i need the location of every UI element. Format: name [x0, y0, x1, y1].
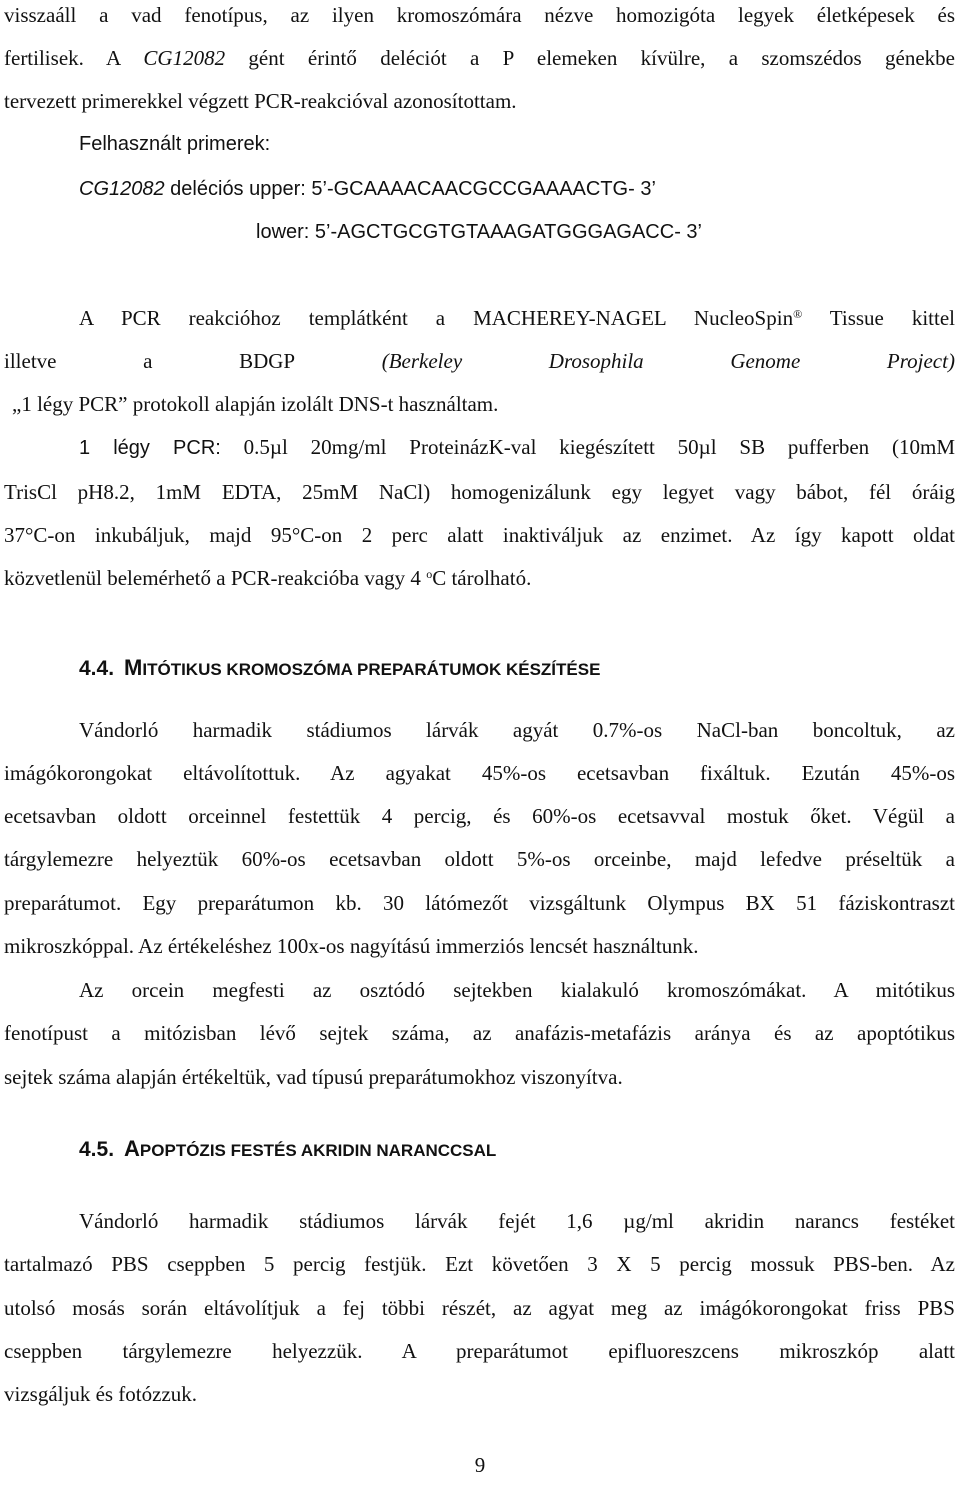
word: Drosophila: [548, 349, 644, 373]
word: BDGP: [239, 349, 296, 373]
word: Project): [886, 349, 955, 373]
text-line: tárgylemezre helyeztük 60%-os ecetsavban oldott 5%-os orceinbe, majd lefedve préseltük a: [4, 847, 955, 871]
text-line: [4, 348, 955, 374]
text-fragment: 0.5µl 20mg/ml ProteinázK-val kiegészített 50µl SB pufferben (10mM: [220, 435, 955, 459]
heading-initial: M: [124, 655, 143, 680]
text-line: tervezett primerekkel végzett PCR-reakcióval azonosítottam.: [4, 89, 517, 113]
text-line: Az orcein megfesti az osztódó sejtekben kialakuló kromoszómákat. A mitótikus: [79, 978, 955, 1002]
text-line: [4, 45, 955, 71]
text-line: ecetsavban oldott orceinnel festettük 4 percig, és 60%-os ecetsavval mostuk őket. Végül a: [4, 804, 955, 828]
word: (Berkeley: [381, 349, 463, 373]
text-fragment: fertilisek. A: [4, 46, 144, 70]
gene-name: CG12082: [143, 46, 226, 70]
text-line: vizsgáljuk és fotózzuk.: [4, 1382, 198, 1406]
text-line: TrisCl pH8.2, 1mM EDTA, 25mM NaCl) homogenizálunk egy legyet vagy bábot, fél óráig: [4, 480, 955, 504]
primer-lower: lower: 5’-AGCTGCGTGTAAAGATGGGAGACC- 3’: [256, 221, 702, 243]
section-number: 4.5.: [79, 1138, 115, 1161]
text-line: fenotípust a mitózisban lévő sejtek száma, az anafázis-metafázis aránya és az apoptótikus: [4, 1021, 955, 1045]
text-line: cseppben tárgylemezre helyezzük. A preparátumot epifluoreszcens mikroszkóp alatt: [4, 1339, 955, 1363]
text-line: „1 légy PCR” protokoll alapján izolált DNS-t használtam.: [12, 392, 499, 416]
section-heading: [79, 1136, 955, 1164]
text-line: visszaáll a vad fenotípus, az ilyen kromoszómára nézve homozigóta legyek életképesek és: [4, 3, 955, 27]
page-number: 9: [474, 1453, 486, 1477]
text-fragment: gént érintő deléciót a P elemeken kívülre, a szomszédos génekbe: [225, 46, 955, 70]
text-line: preparátumot. Egy preparátumon kb. 30 látómezőt vizsgáltunk Olympus BX 51 fáziskontraszt: [4, 891, 955, 915]
section-number: 4.4.: [79, 657, 115, 680]
text-line: [4, 565, 955, 591]
text-fragment: Tissue kittel: [802, 306, 955, 330]
primers-label: Felhasznált primerek:: [79, 133, 271, 155]
text-line: imágókorongokat eltávolítottuk. Az agyakat 45%-os ecetsavban fixáltuk. Ezután 45%-os: [4, 761, 955, 785]
text-fragment: közvetlenül belemérhető a PCR-reakcióba vagy 4: [4, 566, 427, 590]
text-line: [79, 434, 955, 461]
text-line: Vándorló harmadik stádiumos lárvák agyát 0.7%-os NaCl-ban boncoltuk, az: [79, 718, 955, 742]
heading-text: ITÓTIKUS KROMOSZÓMA PREPARÁTUMOK KÉSZÍTÉSE: [142, 660, 601, 679]
text-line: mikroszkóppal. Az értékeléshez 100x-os nagyítású immerziós lencsét használtunk.: [4, 934, 699, 958]
gene-name: CG12082: [79, 178, 165, 200]
text-fragment: A PCR reakcióhoz templátként a MACHEREY-NAGEL NucleoSpin: [79, 306, 794, 330]
text-line: 37°C-on inkubáljuk, majd 95°C-on 2 perc alatt inaktiváljuk az enzimet. Az így kapott oldat: [4, 523, 955, 547]
text-line: [79, 305, 955, 331]
section-heading: [79, 655, 955, 683]
primer-upper: [79, 176, 955, 202]
word: Genome: [730, 349, 801, 373]
text-line: sejtek száma alapján értékeltük, vad típusú preparátumokhoz viszonyítva.: [4, 1065, 623, 1089]
primer-sequence: deléciós upper: 5’-GCAAAACAACGCCGAAAACTG- 3’: [164, 178, 656, 200]
registered-mark: ®: [793, 307, 803, 321]
text-fragment: C tárolható.: [432, 566, 532, 590]
heading-text: POPTÓZIS FESTÉS AKRIDIN NARANCCSAL: [139, 1141, 497, 1160]
heading-initial: A: [124, 1136, 140, 1161]
degree-mark: o: [426, 567, 433, 581]
protocol-label: 1 légy PCR:: [79, 437, 221, 459]
text-line: tartalmazó PBS cseppben 5 percig festjük. Ezt követően 3 X 5 percig mossuk PBS-ben. Az: [4, 1252, 955, 1276]
word: a: [143, 349, 153, 373]
text-line: utolsó mosás során eltávolítjuk a fej többi részét, az agyat meg az imágókorongokat friss PBS: [4, 1296, 955, 1320]
text-line: Vándorló harmadik stádiumos lárvák fejét 1,6 µg/ml akridin narancs festéket: [79, 1209, 955, 1233]
word: illetve: [4, 349, 57, 373]
